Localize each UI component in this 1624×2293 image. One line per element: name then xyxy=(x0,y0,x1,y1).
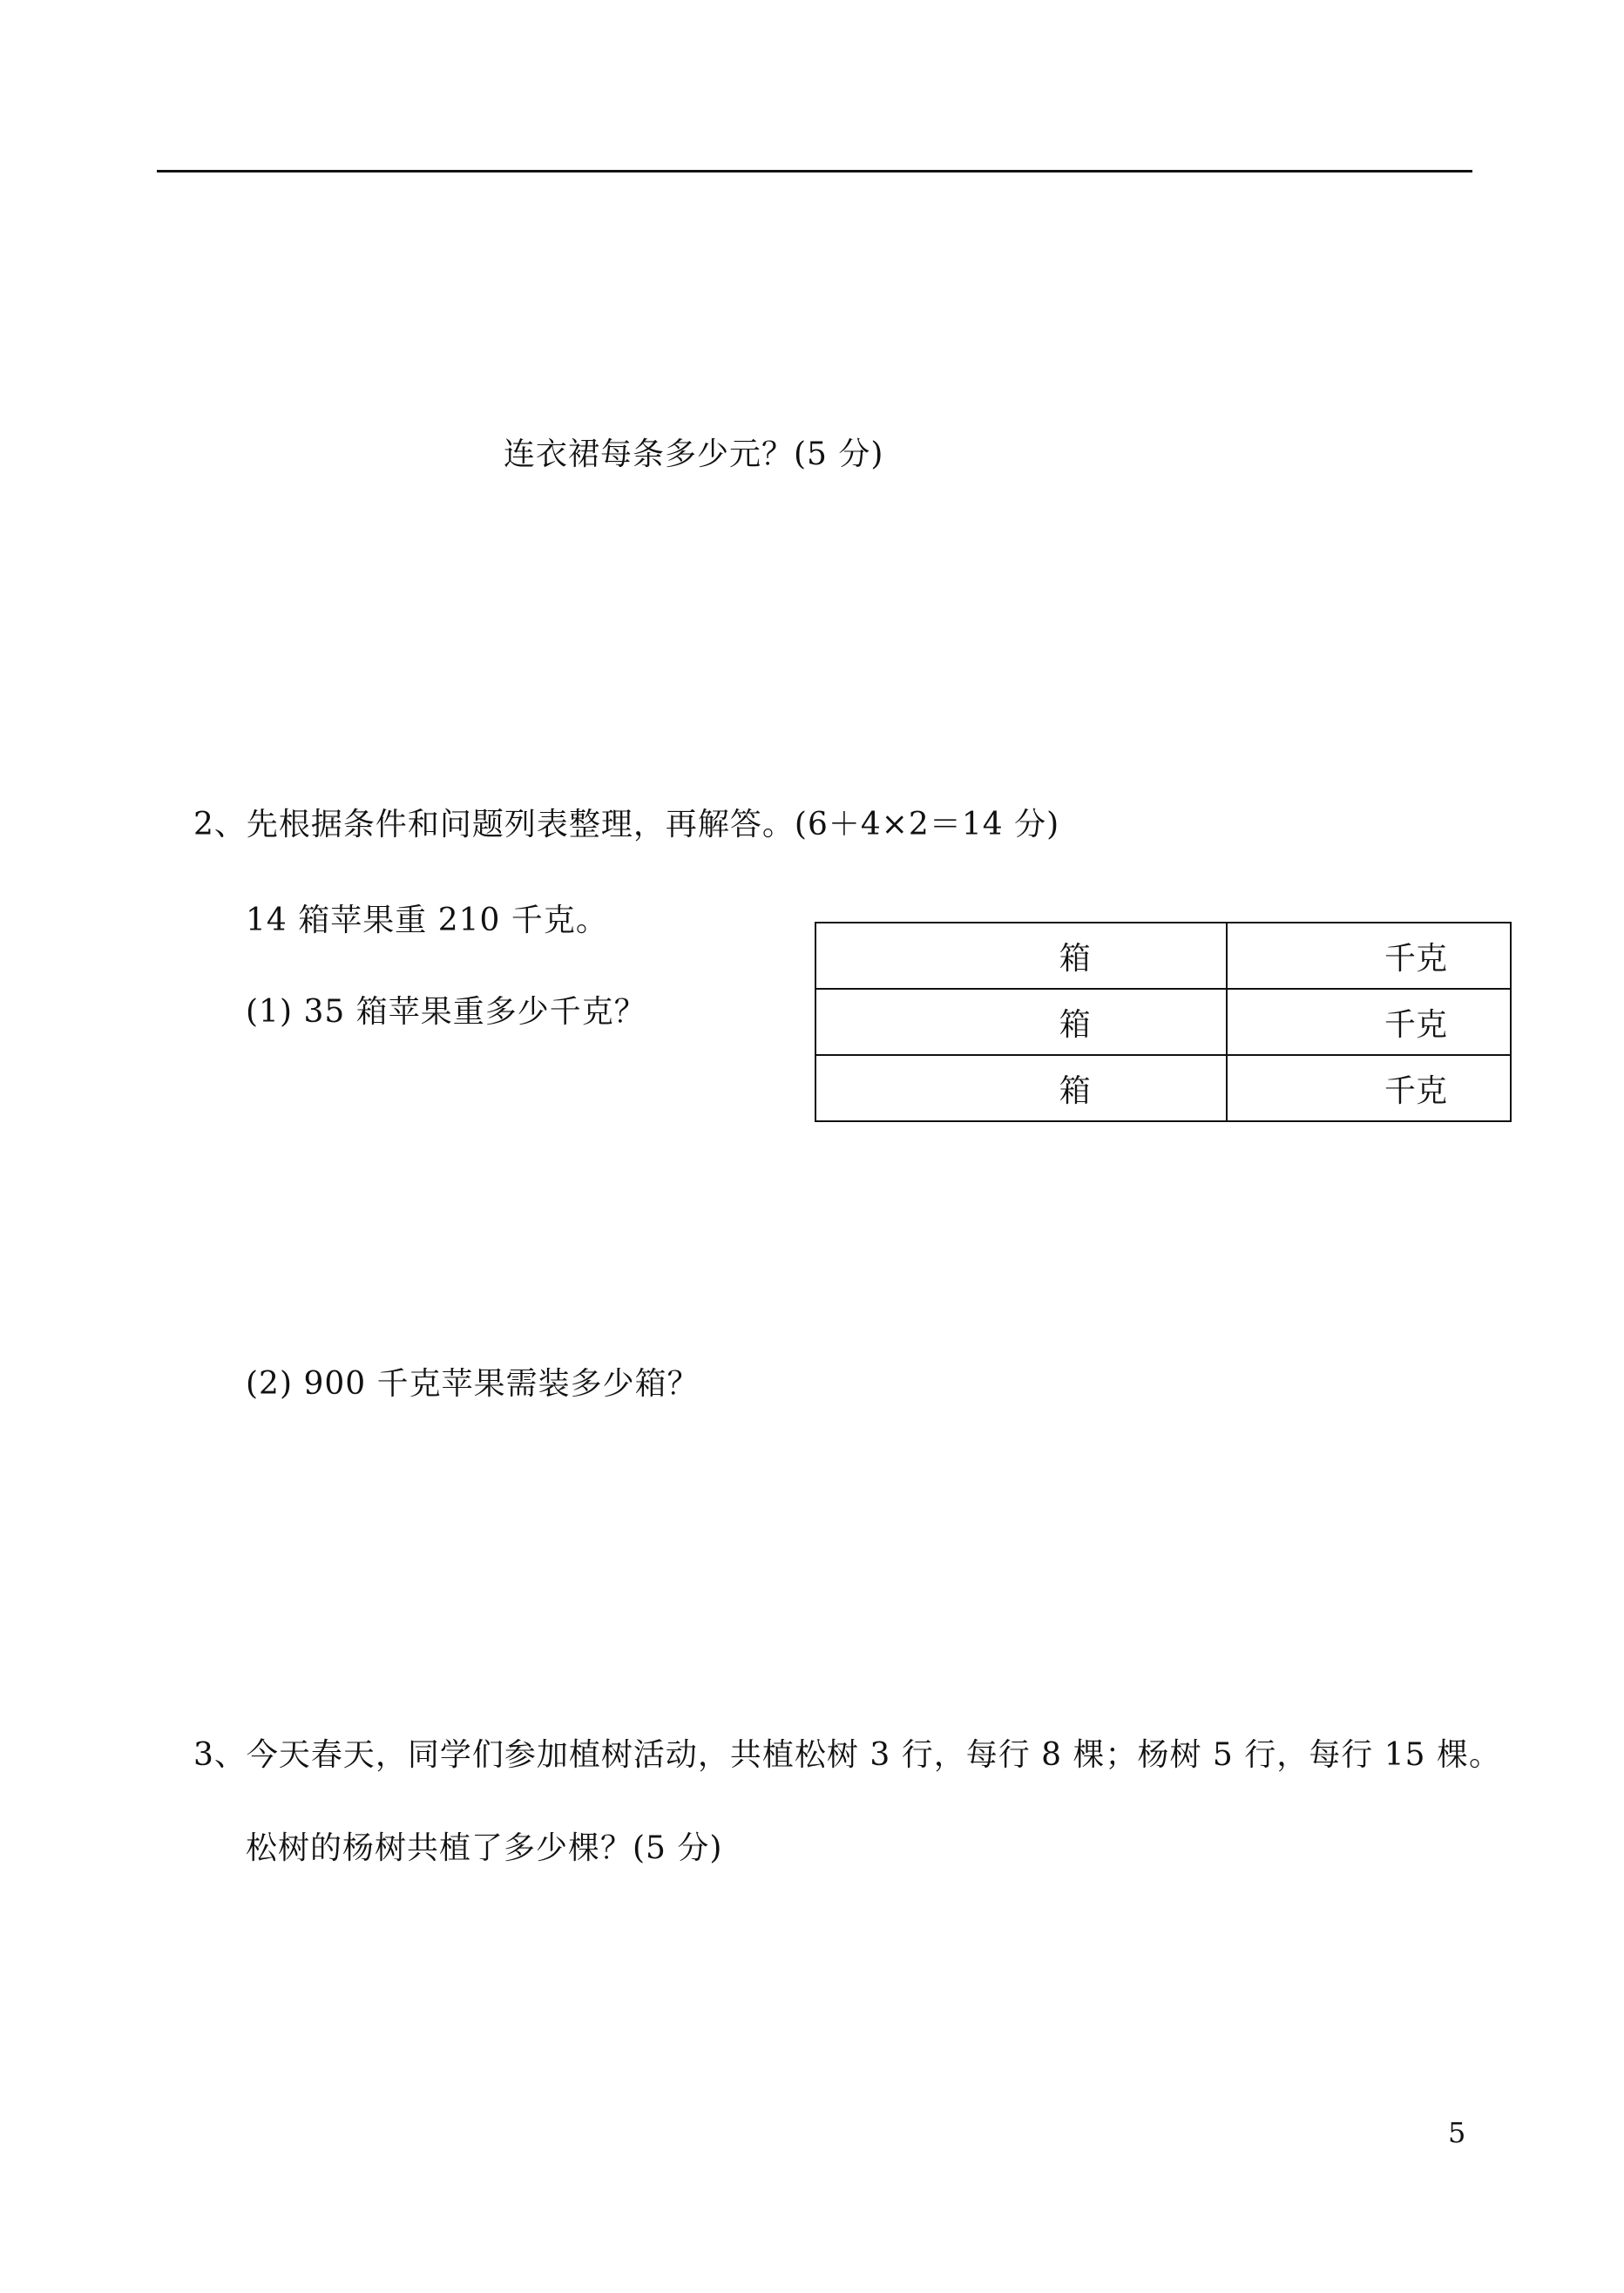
question3-title: 3、今天春天，同学们参加植树活动，共植松树 3 行，每行 8 棵；杨树 5 行，每行 15 棵。 xyxy=(193,1737,1501,1773)
question2-title: 2、先根据条件和问题列表整理，再解答。(6＋4×2＝14 分) xyxy=(193,807,1060,842)
header-rule xyxy=(157,170,1472,172)
table-row xyxy=(815,989,1511,1055)
question3-question: 松树的杨树共植了多少棵？(5 分) xyxy=(246,1830,723,1866)
box-unit-cell: 箱 xyxy=(815,1055,1227,1121)
weight-unit-cell: 千克 xyxy=(1227,1055,1511,1121)
page-number: 5 xyxy=(1448,2116,1466,2149)
weight-unit-cell: 千克 xyxy=(1227,923,1511,989)
weight-unit-cell: 千克 xyxy=(1227,989,1511,1055)
question1-tail: 连衣裙每条多少元？(5 分) xyxy=(504,436,884,472)
question2-subquestion-1: (1) 35 箱苹果重多少千克？ xyxy=(246,994,646,1030)
organize-table xyxy=(815,922,1512,1122)
table-row xyxy=(815,1055,1511,1121)
question2-given: 14 箱苹果重 210 千克。 xyxy=(246,903,608,938)
box-unit-cell: 箱 xyxy=(815,989,1227,1055)
question2-subquestion-2: (2) 900 千克苹果需装多少箱？ xyxy=(246,1366,700,1402)
box-unit-cell: 箱 xyxy=(815,923,1227,989)
table-row xyxy=(815,923,1511,989)
